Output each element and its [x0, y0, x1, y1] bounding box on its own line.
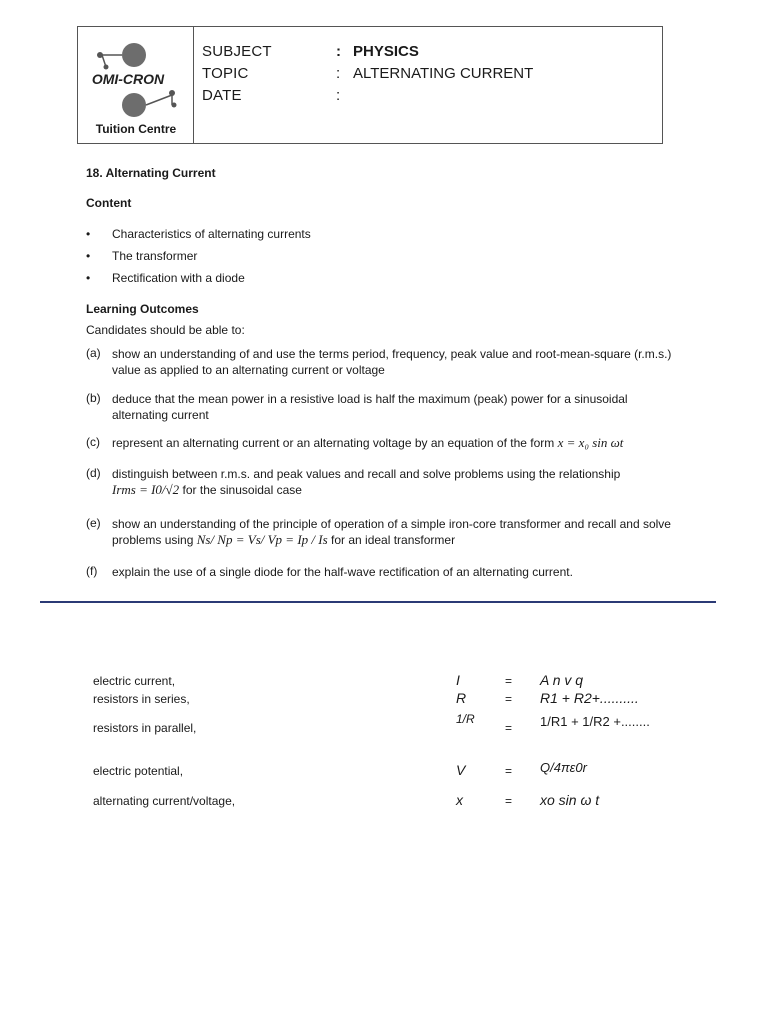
formula-symbol: V: [456, 762, 466, 778]
formula-equals: =: [505, 721, 513, 735]
formula-equals: =: [505, 692, 513, 706]
date-label: DATE: [202, 87, 242, 104]
outcome-text-body: distinguish between r.m.s. and peak values and recall and solve problems using the relationship: [112, 467, 621, 481]
subject-colon: :: [336, 43, 341, 60]
outcome-text-body: show an understanding of the principle of operation of a simple iron-core transformer and recall and solve problems using: [112, 517, 671, 547]
formula-label: electric current,: [93, 674, 176, 688]
logo-text: OMI-CRON: [91, 71, 165, 87]
header-box: [77, 26, 663, 144]
outcome-text-suffix: for an ideal transformer: [331, 533, 456, 547]
outcome-text: [112, 516, 672, 548]
outcome-equation: Ns/ Np = Vs/ Vp = Ip / Is: [196, 532, 328, 547]
outcome-text: deduce that the mean power in a resistive load is half the maximum (peak) power for a sinusoidal alternating current: [112, 392, 628, 422]
formula-equals: =: [505, 794, 513, 808]
date-colon: :: [336, 87, 341, 104]
outcome-label: (c): [86, 435, 100, 449]
bullet-marker: •: [86, 249, 91, 263]
formula-symbol: I: [456, 672, 460, 688]
formula-label: resistors in series,: [93, 692, 190, 706]
formula-label: resistors in parallel,: [93, 721, 197, 735]
formula-equals: =: [505, 674, 513, 688]
outcome-text: show an understanding of and use the terms period, frequency, peak value and root-mean-square (r.m.s.) value as applied to an alternating current or voltage: [112, 347, 672, 377]
bullet-marker: •: [86, 271, 91, 285]
logo-caption: Tuition Centre: [95, 122, 177, 136]
formula-symbol: 1/R: [456, 712, 475, 726]
outcome-label: (e): [86, 516, 101, 530]
outcome-equation: x = x₀ sin ωt: [557, 435, 624, 450]
topic-label: TOPIC: [202, 65, 249, 82]
formula-symbol: x: [456, 792, 463, 808]
outcome-text-body: represent an alternating current or an alternating voltage by an equation of the form: [112, 436, 555, 450]
outcome-equation: Irms = I0/√2: [112, 482, 180, 497]
outcome-label: (a): [86, 346, 101, 360]
formula-label: alternating current/voltage,: [93, 794, 236, 808]
content-item: Characteristics of alternating currents: [112, 227, 311, 241]
section-title: 18. Alternating Current: [86, 166, 216, 180]
topic-colon: :: [336, 65, 341, 82]
bullet-marker: •: [86, 227, 91, 241]
outcome-label: (d): [86, 466, 101, 480]
formula-expression: Q/4πε0r: [540, 760, 587, 775]
outcomes-intro: Candidates should be able to:: [86, 323, 245, 337]
outcomes-heading: Learning Outcomes: [86, 302, 199, 316]
logo: [78, 27, 194, 143]
content-item: The transformer: [112, 249, 198, 263]
outcome-label: (b): [86, 391, 101, 405]
outcome-label: (f): [86, 564, 98, 578]
outcome-text: explain the use of a single diode for the half-wave rectification of an alternating current.: [112, 565, 573, 579]
formula-expression: 1/R1 + 1/R2 +........: [540, 714, 650, 729]
outcome-text: [112, 466, 672, 498]
subject-label: SUBJECT: [202, 43, 272, 60]
formula-expression: R1 + R2+..........: [540, 690, 639, 706]
formula-equals: =: [505, 764, 513, 778]
outcome-text: [112, 435, 672, 451]
formula-expression: A n v q: [540, 672, 584, 688]
formula-symbol: R: [456, 690, 467, 706]
subject-value: PHYSICS: [353, 43, 419, 60]
content-item: Rectification with a diode: [112, 271, 245, 285]
formula-label: electric potential,: [93, 764, 184, 778]
divider: [40, 601, 716, 603]
content-heading: Content: [86, 196, 132, 210]
topic-value: ALTERNATING CURRENT: [353, 65, 534, 82]
outcome-text-suffix: for the sinusoidal case: [182, 483, 302, 497]
logo-graphic: [82, 31, 190, 121]
formula-expression: xo sin ω t: [540, 792, 600, 808]
